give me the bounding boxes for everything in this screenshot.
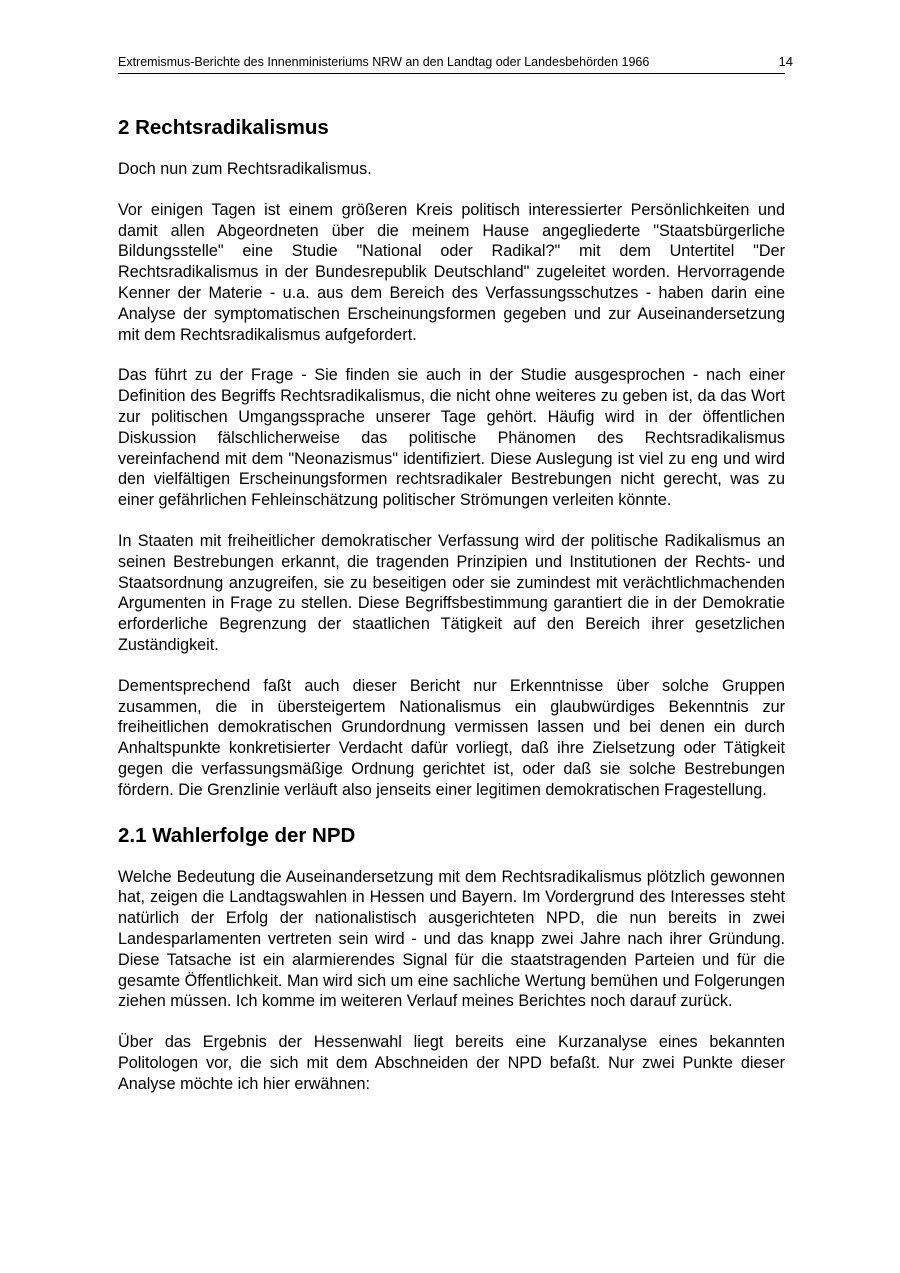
paragraph: Welche Bedeutung die Auseinandersetzung mit dem Rechtsradikalismus plötzlich gewonnen hat, zeigen die Landtagswahlen in Hessen und Bayern. Im Vordergrund des Interesses steht natürlich der Erfolg der nationalistisch ausgerichteten NPD, die nun bereits in zwei Landesparlamenten vertreten sein wird - und das knapp zwei Jahre nach ihrer Gründung. Diese Tatsache ist ein alarmierendes Signal für die staatstragenden Parteien und für die gesamte Öffentlichkeit. Man wird sich um eine sachliche Wertung bemühen und Folgerungen ziehen müssen. Ich komme im weiteren Verlauf meines Berichtes noch darauf zurück. — [118, 867, 785, 1011]
page-number: 14 — [778, 54, 793, 69]
header-title: Extremismus-Berichte des Innenministeriums NRW an den Landtag oder Landesbehörden 1966 — [118, 55, 650, 69]
paragraph: Doch nun zum Rechtsradikalismus. — [118, 160, 372, 178]
section-heading: 2 Rechtsradikalismus — [118, 116, 329, 139]
paragraph: In Staaten mit freiheitlicher demokratischer Verfassung wird der politische Radikalismus an seinen Bestrebungen erkannt, die tragenden Prinzipien und Institutionen der Rechts- und Staatsordnung anzugreifen, sie zu beseitigen oder sie zumindest mit verächtlichmachenden Argumenten in Frage zu stellen. Diese Begriffsbestimmung garantiert die in der Demokratie erforderliche Begrenzung der staatlichen Tätigkeit auf den Bereich ihrer gesetzlichen Zuständigkeit. — [118, 531, 785, 654]
document-body — [118, 113, 785, 1114]
paragraph: Das führt zu der Frage - Sie finden sie auch in der Studie ausgesprochen - nach einer Definition des Begriffs Rechtsradikalismus, die nicht ohne weiteres zu geben ist, da das Wort zur politischen Umgangssprache unserer Tage gehört. Häufig wird in der öffentlichen Diskussion fälschlicherweise das politische Phänomen des Rechtsradikalismus vereinfachend mit dem "Neonazismus" identifiziert. Diese Auslegung ist viel zu eng und wird den vielfältigen Erscheinungsformen rechtsradikaler Bestrebungen nicht gerecht, was zu einer gefährlichen Fehleinschätzung politischer Strömungen verleiten könnte. — [118, 366, 785, 510]
paragraph: Vor einigen Tagen ist einem größeren Kreis politisch interessierter Persönlichkeiten und damit allen Abgeordneten über die meinem Hause angegliederte "Staatsbürgerliche Bildungsstelle" eine Studie "National oder Radikal?" mit dem Untertitel "Der Rechtsradikalismus in der Bundesrepublik Deutschland" zugeleitet worden. Hervorragende Kenner der Materie - u.a. aus dem Bereich des Verfassungsschutzes - haben darin eine Analyse der symptomatischen Erscheinungsformen gegeben und zur Auseinandersetzung mit dem Rechtsradikalismus aufgefordert. — [118, 200, 785, 344]
paragraph: Dementsprechend faßt auch dieser Bericht nur Erkenntnisse über solche Gruppen zusammen, die in übersteigertem Nationalismus ein glaubwürdiges Bekenntnis zur freiheitlichen demokratischen Grundordnung vermissen lassen und bei denen ein durch Anhaltspunkte konkretisierter Verdacht dafür vorliegt, daß ihre Zielsetzung oder Tätigkeit gegen die verfassungsmäßige Ordnung gerichtet ist, oder daß sie solche Bestrebungen fördern. Die Grenzlinie verläuft also jenseits einer legitimen demokratischen Fragestellung. — [118, 676, 785, 799]
subsection-heading: 2.1 Wahlerfolge der NPD — [118, 823, 356, 847]
paragraph: Über das Ergebnis der Hessenwahl liegt bereits eine Kurzanalyse eines bekannten Politologen vor, die sich mit dem Abschneiden der NPD befaßt. Nur zwei Punkte dieser Analyse möchte ich hier erwähnen: — [118, 1033, 785, 1093]
running-header — [118, 54, 793, 74]
